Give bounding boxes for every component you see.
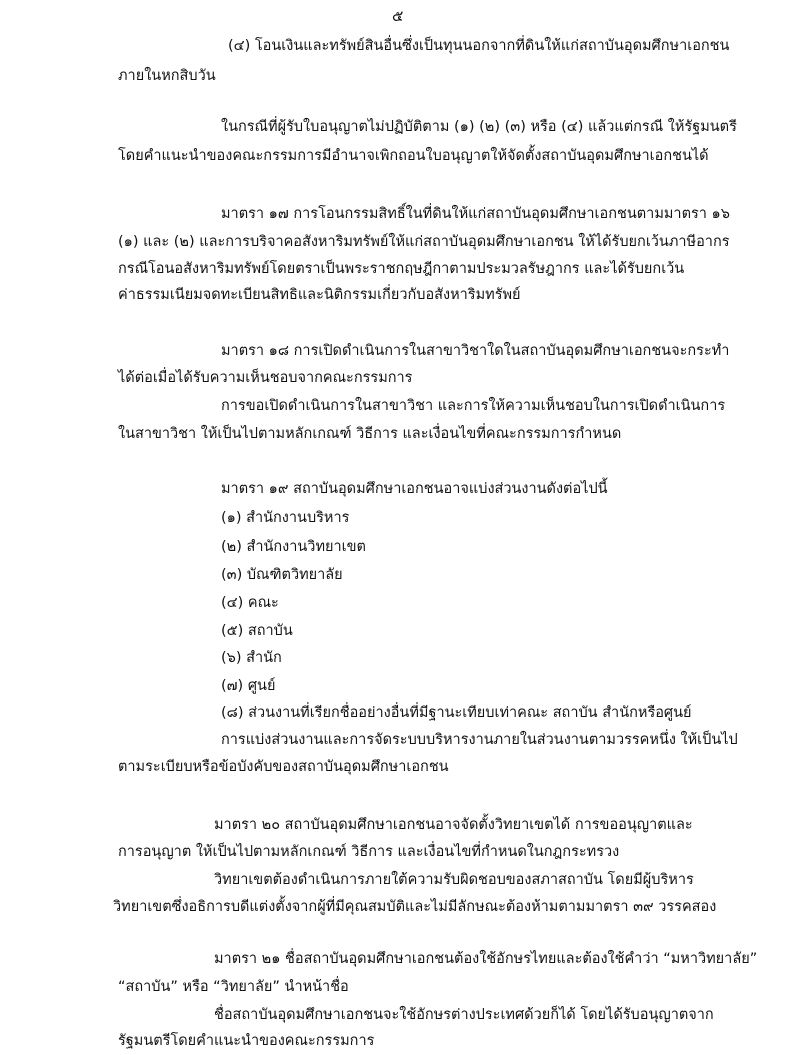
text-line: รัฐมนตรีโดยคำแนะนำของคณะกรรมการ: [118, 1033, 375, 1049]
text-line: (๗) ศูนย์: [221, 678, 276, 694]
text-line: (๑) สำนักงานบริหาร: [221, 510, 350, 526]
text-line: ได้ต่อเมื่อได้รับความเห็นชอบจากคณะกรรมการ: [118, 370, 413, 386]
text-line: โดยคำแนะนำของคณะกรรมการมีอำนาจเพิกถอนใบอนุญาตให้จัดตั้งสถาบันอุดมศึกษาเอกชนได้: [118, 148, 709, 164]
text-line: กรณีโอนอสังหาริมทรัพย์โดยตราเป็นพระราชกฤษฎีกาตามประมวลรัษฎากร และได้รับยกเว้น: [118, 261, 685, 277]
text-line: วิทยาเขตต้องดำเนินการภายใต้ความรับผิดชอบของสภาสถาบัน โดยมีผู้บริหาร: [214, 872, 694, 888]
text-line: (๑) และ (๒) และการบริจาคอสังหาริมทรัพย์ให้แก่สถาบันอุดมศึกษาเอกชน ให้ได้รับยกเว้นภาษีอากร: [118, 234, 730, 250]
text-line: การขอเปิดดำเนินการในสาขาวิชา และการให้ความเห็นชอบในการเปิดดำเนินการ: [221, 398, 726, 414]
text-line: (๔) คณะ: [221, 595, 279, 611]
text-line: (๒) สำนักงานวิทยาเขต: [221, 539, 366, 555]
page-number: ๕: [392, 7, 404, 25]
text-line: ในกรณีที่ผู้รับใบอนุญาตไม่ปฏิบัติตาม (๑) (๒) (๓) หรือ (๔) แล้วแต่กรณี ให้รัฐมนตรี: [221, 119, 737, 135]
text-line: ภายในหกสิบวัน: [118, 68, 216, 84]
text-line: วิทยาเขตซึ่งอธิการบดีแต่งตั้งจากผู้ที่มีคุณสมบัติและไม่มีลักษณะต้องห้ามตามมาตรา ๓๙ วรรคสอง: [113, 899, 717, 915]
text-line: การอนุญาต ให้เป็นไปตามหลักเกณฑ์ วิธีการ และเงื่อนไขที่กำหนดในกฎกระทรวง: [118, 844, 620, 860]
text-line: มาตรา ๒๑ ชื่อสถาบันอุดมศึกษาเอกชนต้องใช้อักษรไทยและต้องใช้คำว่า “มหาวิทยาลัย”: [214, 951, 758, 967]
text-line: ค่าธรรมเนียมจดทะเบียนสิทธิและนิติกรรมเกี่ยวกับอสังหาริมทรัพย์: [118, 287, 521, 303]
text-line: (๔) โอนเงินและทรัพย์สินอื่นซึ่งเป็นทุนนอกจากที่ดินให้แก่สถาบันอุดมศึกษาเอกชน: [228, 38, 730, 54]
text-line: (๘) ส่วนงานที่เรียกชื่ออย่างอื่นที่มีฐานะเทียบเท่าคณะ สถาบัน สำนักหรือศูนย์: [221, 705, 692, 721]
text-line: (๓) บัณฑิตวิทยาลัย: [221, 567, 343, 583]
text-line: “สถาบัน” หรือ “วิทยาลัย” นำหน้าชื่อ: [118, 979, 349, 995]
text-line: มาตรา ๒๐ สถาบันอุดมศึกษาเอกชนอาจจัดตั้งวิทยาเขตได้ การขออนุญาตและ: [214, 817, 693, 833]
text-line: ในสาขาวิชา ให้เป็นไปตามหลักเกณฑ์ วิธีการ และเงื่อนไขที่คณะกรรมการกำหนด: [118, 426, 622, 442]
text-line: มาตรา ๑๘ การเปิดดำเนินการในสาขาวิชาใดในสถาบันอุดมศึกษาเอกชนจะกระทำ: [221, 343, 730, 359]
text-line: ชื่อสถาบันอุดมศึกษาเอกชนจะใช้อักษรต่างประเทศด้วยก็ได้ โดยได้รับอนุญาตจาก: [214, 1007, 714, 1023]
text-line: ตามระเบียบหรือข้อบังคับของสถาบันอุดมศึกษาเอกชน: [118, 759, 449, 775]
text-line: การแบ่งส่วนงานและการจัดระบบบริหารงานภายในส่วนงานตามวรรคหนึ่ง ให้เป็นไป: [221, 732, 738, 748]
text-line: มาตรา ๑๙ สถาบันอุดมศึกษาเอกชนอาจแบ่งส่วนงานดังต่อไปนี้: [221, 481, 608, 497]
text-line: มาตรา ๑๗ การโอนกรรมสิทธิ์ในที่ดินให้แก่สถาบันอุดมศึกษาเอกชนตามมาตรา ๑๖: [221, 206, 730, 222]
text-line: (๖) สำนัก: [221, 650, 282, 666]
text-line: (๕) สถาบัน: [221, 623, 293, 639]
